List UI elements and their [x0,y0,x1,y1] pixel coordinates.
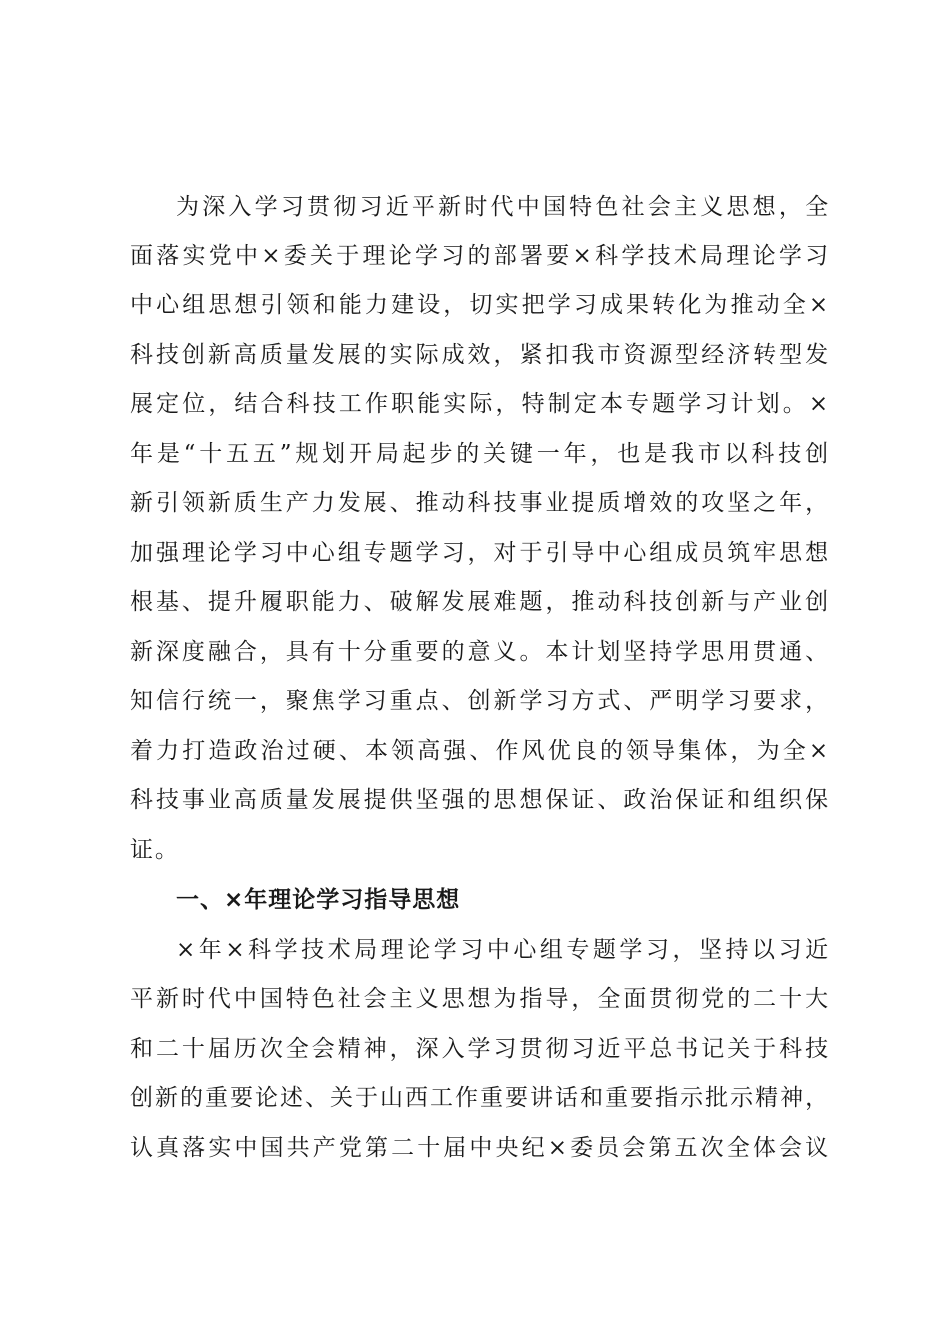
intro-line-14: 证。 [130,837,180,863]
intro-line-2: 面落实党中×委关于理论学习的部署要×科学技术局理论学习 [130,243,830,269]
section-heading: 一、×年理论学习指导思想 [176,887,461,913]
section1-line-5: 认真落实中国共产党第二十届中央纪×委员会第五次全体会议 [130,1135,830,1161]
section1-line-4: 创新的重要论述、关于山西工作重要讲话和重要指示批示精神， [130,1085,830,1111]
intro-line-13: 科技事业高质量发展提供坚强的思想保证、政治保证和组织保 [130,787,830,813]
section1-line-2: 平新时代中国特色社会主义思想为指导，全面贯彻党的二十大 [130,986,830,1012]
intro-line-8: 加强理论学习中心组专题学习，对于引导中心组成员筑牢思想 [130,540,830,566]
intro-line-1: 为深入学习贯彻习近平新时代中国特色社会主义思想，全 [176,194,830,220]
intro-line-6: 年是“十五五”规划开局起步的关键一年，也是我市以科技创 [130,441,830,467]
section1-line-1: ×年×科学技术局理论学习中心组专题学习，坚持以习近 [176,937,830,963]
intro-line-11: 知信行统一，聚焦学习重点、创新学习方式、严明学习要求， [130,688,830,714]
intro-line-12: 着力打造政治过硬、本领高强、作风优良的领导集体，为全× [130,738,830,764]
intro-line-5: 展定位，结合科技工作职能实际，特制定本专题学习计划。× [130,391,830,417]
intro-line-4: 科技创新高质量发展的实际成效，紧扣我市资源型经济转型发 [130,342,830,368]
intro-line-7: 新引领新质生产力发展、推动科技事业提质增效的攻坚之年， [130,490,830,516]
intro-line-9: 根基、提升履职能力、破解发展难题，推动科技创新与产业创 [130,589,830,615]
intro-line-10: 新深度融合，具有十分重要的意义。本计划坚持学思用贯通、 [130,639,830,665]
intro-line-3: 中心组思想引领和能力建设，切实把学习成果转化为推动全× [130,292,830,318]
section1-line-3: 和二十届历次全会精神，深入学习贯彻习近平总书记关于科技 [130,1036,830,1062]
